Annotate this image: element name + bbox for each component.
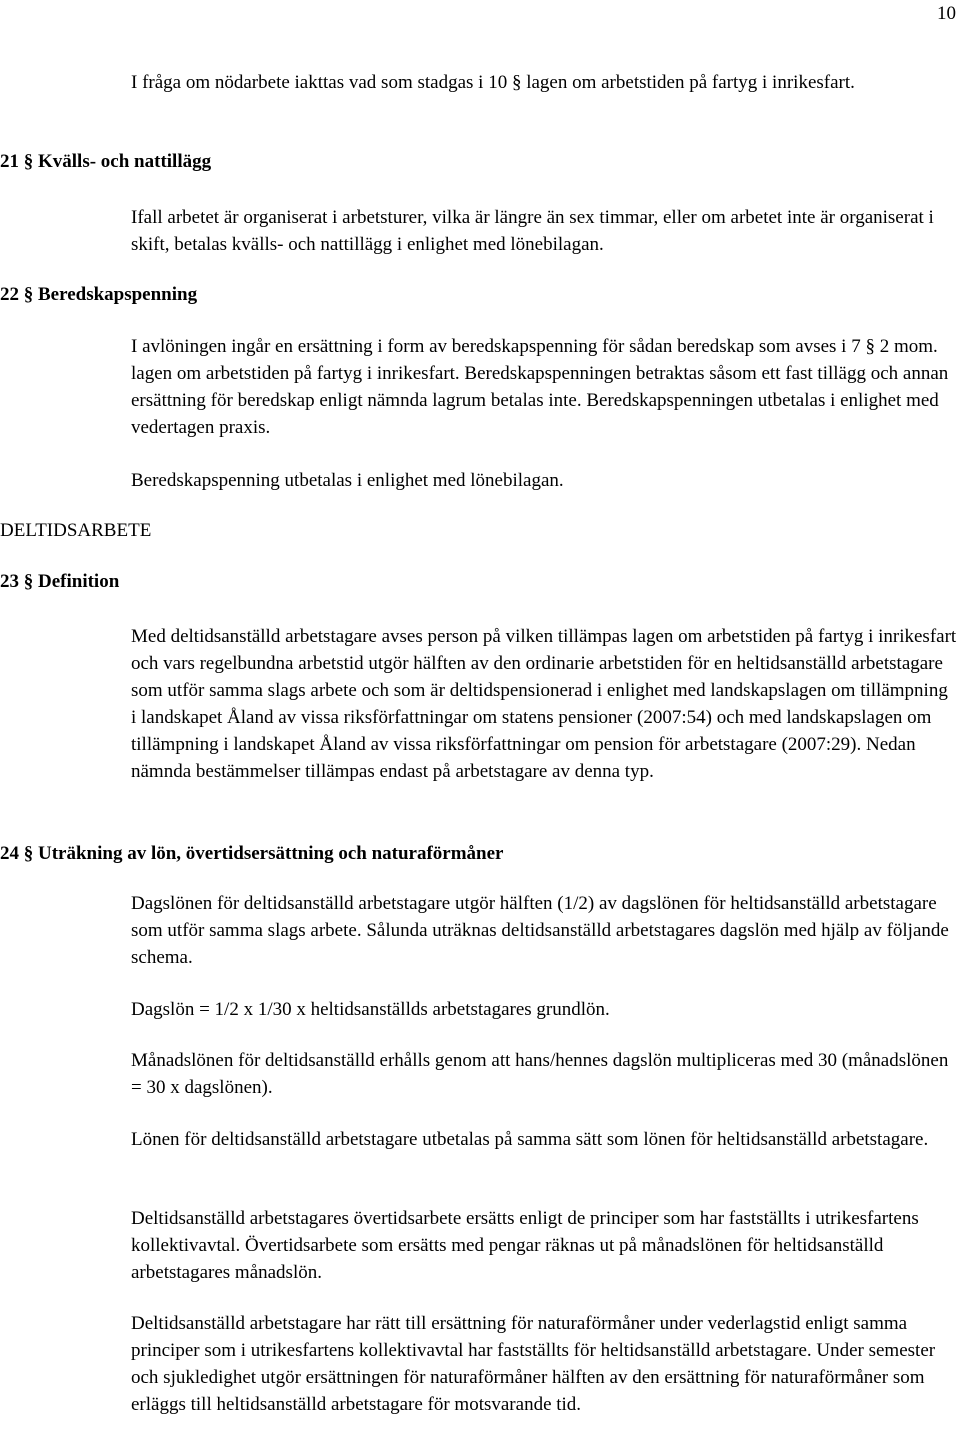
part-title: DELTIDSARBETE — [0, 520, 152, 541]
section-24-paragraph-1: Dagslönen för deltidsanställd arbetstagare utgör hälften (1/2) av dagslönen för heltidsanställd arbetstagare som utför samma slags arbete. Sålunda uträknas deltidsanställd arbetstagares dagslön med hjälp av följande schema. — [131, 893, 949, 968]
section-21-body: Ifall arbetet är organiserat i arbetsturer, vilka är längre än sex timmar, eller om arbetet inte är organiserat i skift, betalas kvälls- och nattillägg i enlighet med lönebilagan. — [131, 207, 934, 255]
section-24-paragraph-2: Dagslön = 1/2 x 1/30 x heltidsanställds arbetstagares grundlön. — [131, 999, 610, 1020]
section-22-heading: 22 § Beredskapspenning — [0, 284, 198, 305]
section-23-heading: 23 § Definition — [0, 571, 120, 592]
section-22-paragraph-2: Beredskapspenning utbetalas i enlighet med lönebilagan. — [131, 470, 564, 491]
page-number: 10 — [937, 3, 956, 24]
section-23-body: Med deltidsanställd arbetstagare avses person på vilken tillämpas lagen om arbetstiden på fartyg i inrikesfart och vars regelbundna arbetstid utgör hälften av den ordinarie arbetstiden för en heltidsanställd arbetstagare som utför samma slags arbete och som är deltidspensionerad i enlighet med landskapslagen om tillämpning i landskapet Åland av vissa riksförfattningar om statens pensioner (2007:54) och med landskapslagen om tillämpning i landskapet Åland av vissa riksförfattningar om pension för arbetstagare (2007:29). Nedan nämnda bestämmelser tillämpas endast på arbetstagare av denna typ. — [131, 626, 957, 782]
section-24-paragraph-5: Deltidsanställd arbetstagares övertidsarbete ersätts enligt de principer som har fastställts i utrikesfartens kollektivavtal. Övertidsarbete som ersätts med pengar räknas ut på månadslönen för heltidsanställd arbetstagares månadslön. — [131, 1208, 919, 1283]
intro-paragraph: I fråga om nödarbete iakttas vad som stadgas i 10 § lagen om arbetstiden på fartyg i inrikesfart. — [131, 72, 855, 93]
section-22-paragraph-1: I avlöningen ingår en ersättning i form av beredskapspenning för sådan beredskap som avses i 7 § 2 mom. lagen om arbetstiden på fartyg i inrikesfart. Beredskapspenningen betraktas såsom ett fast tillägg och annan ersättning för beredskap enligt nämnda lagrum betalas inte. Beredskapspenningen utbetalas i enlighet med vedertagen praxis. — [131, 336, 949, 438]
section-24-paragraph-4: Lönen för deltidsanställd arbetstagare utbetalas på samma sätt som lönen för heltidsanställd arbetstagare. — [131, 1129, 929, 1150]
section-21-heading: 21 § Kvälls- och nattillägg — [0, 151, 212, 172]
section-24-paragraph-6: Deltidsanställd arbetstagare har rätt till ersättning för naturaförmåner under vederlagstid enligt samma principer som i utrikesfartens kollektivavtal har fastställts för heltidsanställd arbetstagare. Under semester och sjukledighet utgör ersättningen för naturaförmåner hälften av den ersättning för naturaförmåner som erläggs till heltidsanställd arbetstagare för motsvarande tid. — [131, 1313, 936, 1415]
section-24-heading: 24 § Uträkning av lön, övertidsersättning och naturaförmåner — [0, 843, 504, 864]
section-24-paragraph-3: Månadslönen för deltidsanställd erhålls genom att hans/hennes dagslön multipliceras med 30 (månadslönen = 30 x dagslönen). — [131, 1050, 949, 1098]
